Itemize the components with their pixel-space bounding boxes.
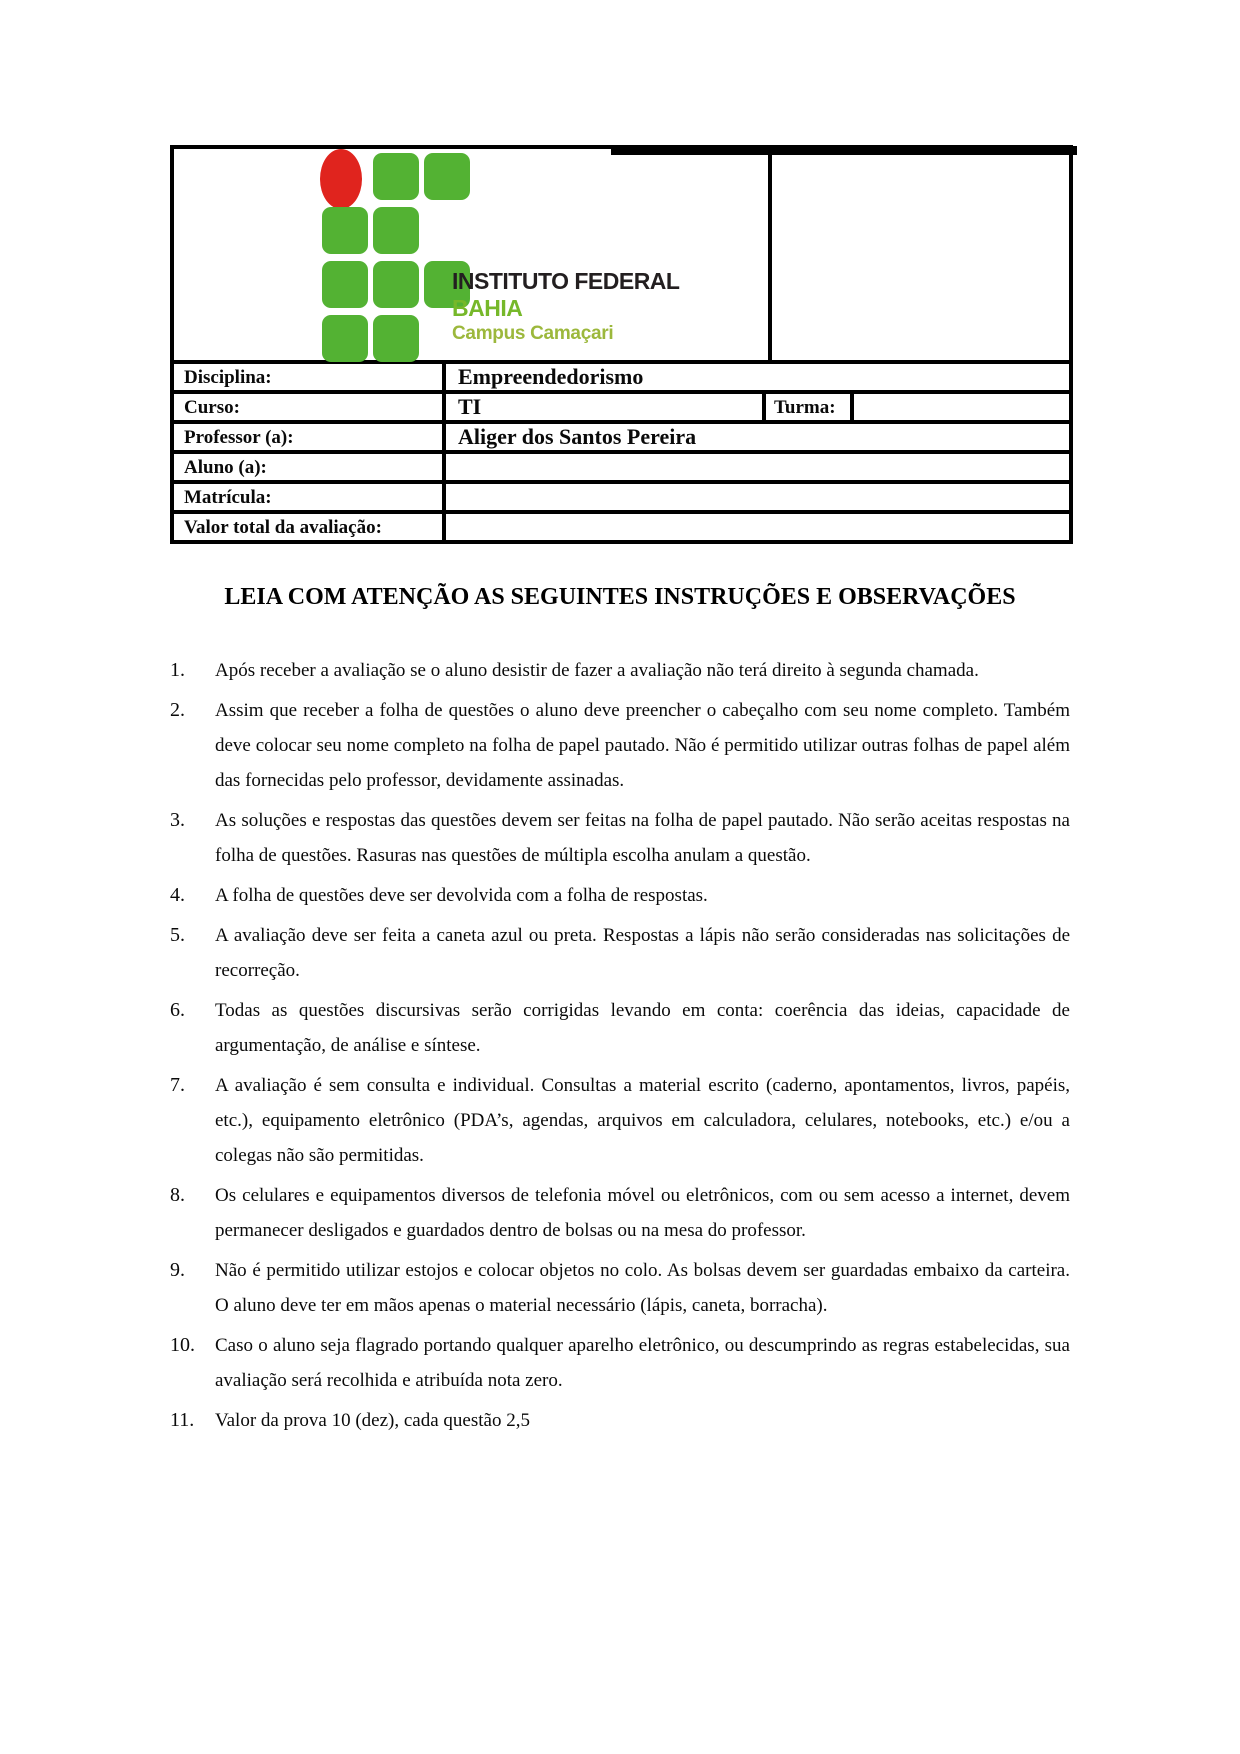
table-row-matricula bbox=[174, 480, 1069, 510]
instruction-text: As soluções e respostas das questões devem ser feitas na folha de papel pautado. Não serão aceitas respostas na folha de questões. Rasuras nas questões de múltipla escolha anulam a questão. bbox=[215, 810, 1070, 866]
instruction-number: 2. bbox=[170, 699, 185, 721]
table-row-professor bbox=[174, 420, 1069, 450]
table-row-aluno bbox=[174, 450, 1069, 480]
curso-label: Curso: bbox=[184, 397, 240, 418]
professor-value: Aliger dos Santos Pereira bbox=[442, 424, 1069, 450]
table-row-valor-total bbox=[174, 510, 1069, 540]
logo-state-name: BAHIA bbox=[452, 295, 523, 321]
instruction-number: 6. bbox=[170, 999, 185, 1021]
turma-label: Turma: bbox=[762, 394, 850, 420]
instruction-item bbox=[170, 803, 1070, 873]
valor-total-value bbox=[442, 514, 1069, 540]
instruction-item bbox=[170, 693, 1070, 798]
instruction-text: Após receber a avaliação se o aluno desistir de fazer a avaliação não terá direito à segunda chamada. bbox=[215, 660, 979, 681]
instruction-text: Valor da prova 10 (dez), cada questão 2,5 bbox=[215, 1410, 530, 1431]
disciplina-label: Disciplina: bbox=[184, 367, 272, 388]
logo-campus-name: Campus Camaçari bbox=[452, 323, 614, 344]
professor-label: Professor (a): bbox=[184, 427, 294, 448]
table-row-disciplina bbox=[174, 360, 1069, 390]
instruction-item bbox=[170, 1403, 1070, 1438]
instruction-number: 3. bbox=[170, 809, 185, 831]
turma-value bbox=[850, 394, 1069, 420]
instruction-text: Não é permitido utilizar estojos e colocar objetos no colo. As bolsas devem ser guardadas embaixo da carteira. O aluno deve ter em mãos apenas o material necessário (lápis, caneta, borracha). bbox=[215, 1260, 1070, 1316]
instruction-text: A folha de questões deve ser devolvida com a folha de respostas. bbox=[215, 885, 708, 906]
instructions-list bbox=[170, 653, 1070, 1438]
logo-cell bbox=[174, 149, 768, 360]
aluno-label: Aluno (a): bbox=[184, 457, 267, 478]
instruction-item bbox=[170, 918, 1070, 988]
logo-institute-name: INSTITUTO FEDERAL bbox=[452, 268, 680, 294]
curso-value: TI bbox=[442, 394, 762, 420]
instruction-number: 9. bbox=[170, 1259, 185, 1281]
instruction-text: Os celulares e equipamentos diversos de telefonia móvel ou eletrônicos, com ou sem acesso a internet, devem permanecer desligados e guardados dentro de bolsas ou na mesa do professor. bbox=[215, 1185, 1070, 1241]
instructions-section bbox=[170, 582, 1070, 1443]
header-empty-cell bbox=[768, 149, 1069, 360]
instruction-number: 11. bbox=[170, 1409, 195, 1431]
valor-total-label: Valor total da avaliação: bbox=[184, 517, 382, 538]
instruction-item bbox=[170, 1178, 1070, 1248]
disciplina-value: Empreendedorismo bbox=[442, 364, 1069, 390]
matricula-label: Matrícula: bbox=[184, 487, 272, 508]
instruction-number: 4. bbox=[170, 884, 185, 906]
instruction-number: 5. bbox=[170, 924, 185, 946]
logo-row bbox=[174, 149, 1069, 360]
logo-red-dot bbox=[320, 149, 362, 209]
instruction-number: 8. bbox=[170, 1184, 185, 1206]
instruction-text: Todas as questões discursivas serão corrigidas levando em conta: coerência das ideias, capacidade de argumentação, de análise e síntese. bbox=[215, 1000, 1070, 1056]
instruction-item bbox=[170, 1253, 1070, 1323]
exam-header-table bbox=[170, 145, 1073, 544]
aluno-value bbox=[442, 454, 1069, 480]
instruction-item bbox=[170, 653, 1070, 688]
instruction-item bbox=[170, 1328, 1070, 1398]
logo-text-block bbox=[452, 267, 679, 346]
matricula-value bbox=[442, 484, 1069, 510]
instruction-text: A avaliação é sem consulta e individual. Consultas a material escrito (caderno, apontamentos, livros, papéis, etc.), equipamento eletrônico (PDA’s, agendas, arquivos em calculadora, celulares, notebooks, etc.) e/ou a colegas não são permitidas. bbox=[215, 1075, 1070, 1166]
instruction-item bbox=[170, 993, 1070, 1063]
instruction-text: A avaliação deve ser feita a caneta azul ou preta. Respostas a lápis não serão consideradas nas solicitações de recorreção. bbox=[215, 925, 1070, 981]
instructions-title: LEIA COM ATENÇÃO AS SEGUINTES INSTRUÇÕES E OBSERVAÇÕES bbox=[224, 584, 1016, 610]
instruction-text: Assim que receber a folha de questões o aluno deve preencher o cabeçalho com seu nome completo. Também deve colocar seu nome completo na folha de papel pautado. Não é permitido utilizar outras folhas de papel além das fornecidas pelo professor, devidamente assinadas. bbox=[215, 700, 1070, 791]
instruction-number: 7. bbox=[170, 1074, 185, 1096]
instruction-item bbox=[170, 1068, 1070, 1173]
instruction-text: Caso o aluno seja flagrado portando qualquer aparelho eletrônico, ou descumprindo as regras estabelecidas, sua avaliação será recolhida e atribuída nota zero. bbox=[215, 1335, 1070, 1391]
instruction-number: 1. bbox=[170, 659, 185, 681]
instruction-number: 10. bbox=[170, 1334, 195, 1356]
instruction-item bbox=[170, 878, 1070, 913]
table-row-curso bbox=[174, 390, 1069, 420]
